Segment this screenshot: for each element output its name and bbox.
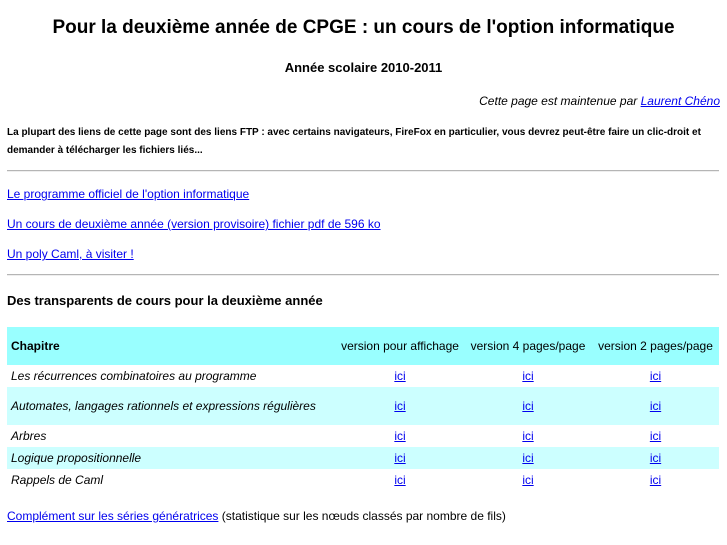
ftp-notice: La plupart des liens de cette page sont des liens FTP : avec certains navigateurs, FireFox en particulier, vous devrez peut-être faire un clic-droit et demander à télécharger les fichiers liés... bbox=[7, 127, 701, 156]
table-row bbox=[7, 425, 719, 447]
chapter-name: Les récurrences combinatoires au programme bbox=[11, 368, 257, 383]
affichage-link[interactable]: ici bbox=[394, 472, 406, 487]
table-row bbox=[7, 469, 719, 491]
cours-line bbox=[7, 217, 381, 231]
two-pages-link[interactable]: ici bbox=[649, 450, 662, 465]
four-pages-link[interactable]: ici bbox=[522, 428, 534, 443]
poly-line bbox=[7, 247, 134, 261]
complement-line bbox=[7, 509, 506, 523]
affichage-link[interactable]: ici bbox=[394, 368, 406, 383]
complement-link[interactable]: Complément sur les séries génératrices bbox=[7, 509, 219, 523]
programme-link[interactable]: Le programme officiel de l'option informatique bbox=[7, 187, 250, 201]
column-header-2-pages: version 2 pages/page bbox=[592, 327, 719, 365]
programme-line bbox=[7, 187, 249, 201]
poly-caml-link[interactable]: Un poly Caml, à visiter ! bbox=[7, 247, 134, 261]
page-title: Pour la deuxième année de CPGE : un cours de l'option informatique bbox=[52, 17, 675, 38]
chapter-name: Automates, langages rationnels et expressions régulières bbox=[7, 387, 336, 425]
divider bbox=[7, 170, 719, 172]
transparents-heading: Des transparents de cours pour la deuxième année bbox=[7, 293, 323, 308]
maintainer-line bbox=[479, 94, 720, 108]
maintainer-prefix: Cette page est maintenue par bbox=[479, 94, 638, 108]
cours-pdf-link[interactable]: Un cours de deuxième année (version provisoire) fichier pdf de 596 ko bbox=[7, 217, 381, 231]
maintainer-link[interactable]: Laurent Chéno bbox=[640, 94, 720, 108]
two-pages-link[interactable]: ici bbox=[649, 398, 662, 413]
four-pages-link[interactable]: ici bbox=[522, 368, 534, 383]
affichage-link[interactable]: ici bbox=[394, 428, 406, 443]
chapter-name: Arbres bbox=[11, 428, 47, 443]
table-header-row bbox=[7, 327, 719, 365]
chapter-name: Rappels de Caml bbox=[11, 472, 104, 487]
affichage-link[interactable]: ici bbox=[394, 450, 406, 465]
chapter-name: Logique propositionnelle bbox=[7, 447, 336, 469]
affichage-link[interactable]: ici bbox=[394, 398, 406, 413]
table-row bbox=[7, 365, 719, 387]
four-pages-link[interactable]: ici bbox=[522, 450, 534, 465]
two-pages-link[interactable]: ici bbox=[649, 368, 662, 383]
transparents-table bbox=[7, 327, 719, 491]
two-pages-link[interactable]: ici bbox=[649, 472, 662, 487]
column-header-4-pages: version 4 pages/page bbox=[464, 327, 592, 365]
two-pages-link[interactable]: ici bbox=[649, 428, 662, 443]
table-row bbox=[7, 387, 719, 425]
divider bbox=[7, 274, 719, 276]
complement-note: (statistique sur les nœuds classés par nombre de fils) bbox=[218, 509, 506, 523]
school-year: Année scolaire 2010-2011 bbox=[284, 60, 443, 75]
four-pages-link[interactable]: ici bbox=[522, 398, 534, 413]
four-pages-link[interactable]: ici bbox=[522, 472, 534, 487]
column-header-affichage: version pour affichage bbox=[336, 327, 464, 365]
column-header-chapitre: Chapitre bbox=[7, 327, 336, 365]
table-row bbox=[7, 447, 719, 469]
